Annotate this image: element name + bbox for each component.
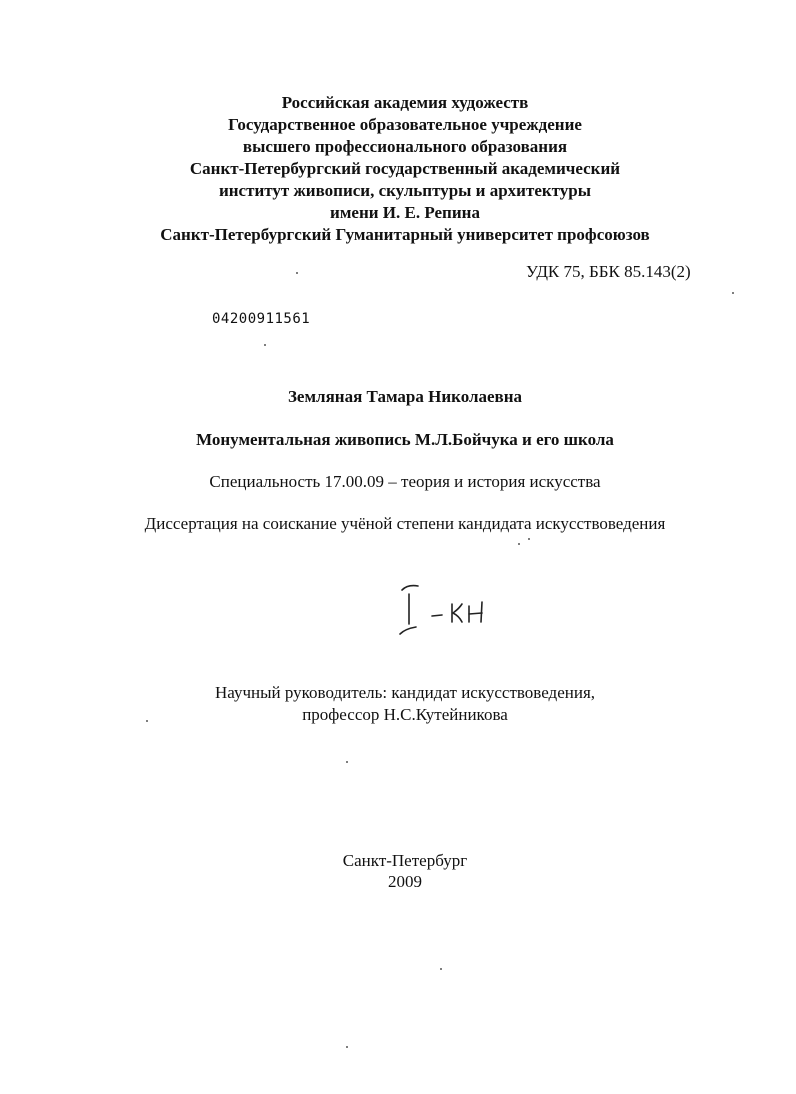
handwritten-annotation — [392, 582, 502, 647]
scan-speck — [346, 1046, 348, 1048]
institution-line: Государственное образовательное учреждение — [228, 115, 582, 134]
catalog-number: 04200911561 — [212, 311, 311, 327]
institution-line: имени И. Е. Репина — [330, 203, 480, 222]
institution-block — [0, 92, 796, 246]
scan-speck — [440, 968, 442, 970]
dissertation-title: Монументальная живопись М.Л.Бойчука и его школа — [196, 430, 614, 449]
year: 2009 — [388, 872, 422, 891]
scan-speck — [146, 720, 148, 722]
institution-line: Российская академия художеств — [281, 93, 529, 112]
institution-line: высшего профессионального образования — [242, 137, 568, 156]
institution-line: Санкт-Петербургский государственный академический — [189, 159, 621, 178]
scan-speck — [518, 543, 520, 545]
institution-line: институт живописи, скульптуры и архитектуры — [218, 181, 592, 200]
scan-speck — [296, 272, 298, 274]
scan-speck — [732, 292, 734, 294]
scan-speck — [346, 761, 348, 763]
institution-line: Санкт-Петербургский Гуманитарный университет профсоюзов — [160, 225, 650, 244]
specialty: Специальность 17.00.09 – теория и история искусства — [209, 472, 601, 491]
author-name: Земляная Тамара Николаевна — [287, 387, 523, 406]
scan-speck — [264, 344, 266, 346]
place: Санкт-Петербург — [342, 851, 468, 870]
udk-code: УДК 75, ББК 85.143(2) — [526, 262, 691, 281]
degree-statement: Диссертация на соискание учёной степени кандидата искусствоведения — [144, 514, 666, 533]
supervisor-line1: Научный руководитель: кандидат искусствоведения, — [214, 683, 596, 702]
scan-speck — [528, 538, 530, 540]
supervisor-line2: профессор Н.С.Кутейникова — [302, 705, 508, 724]
